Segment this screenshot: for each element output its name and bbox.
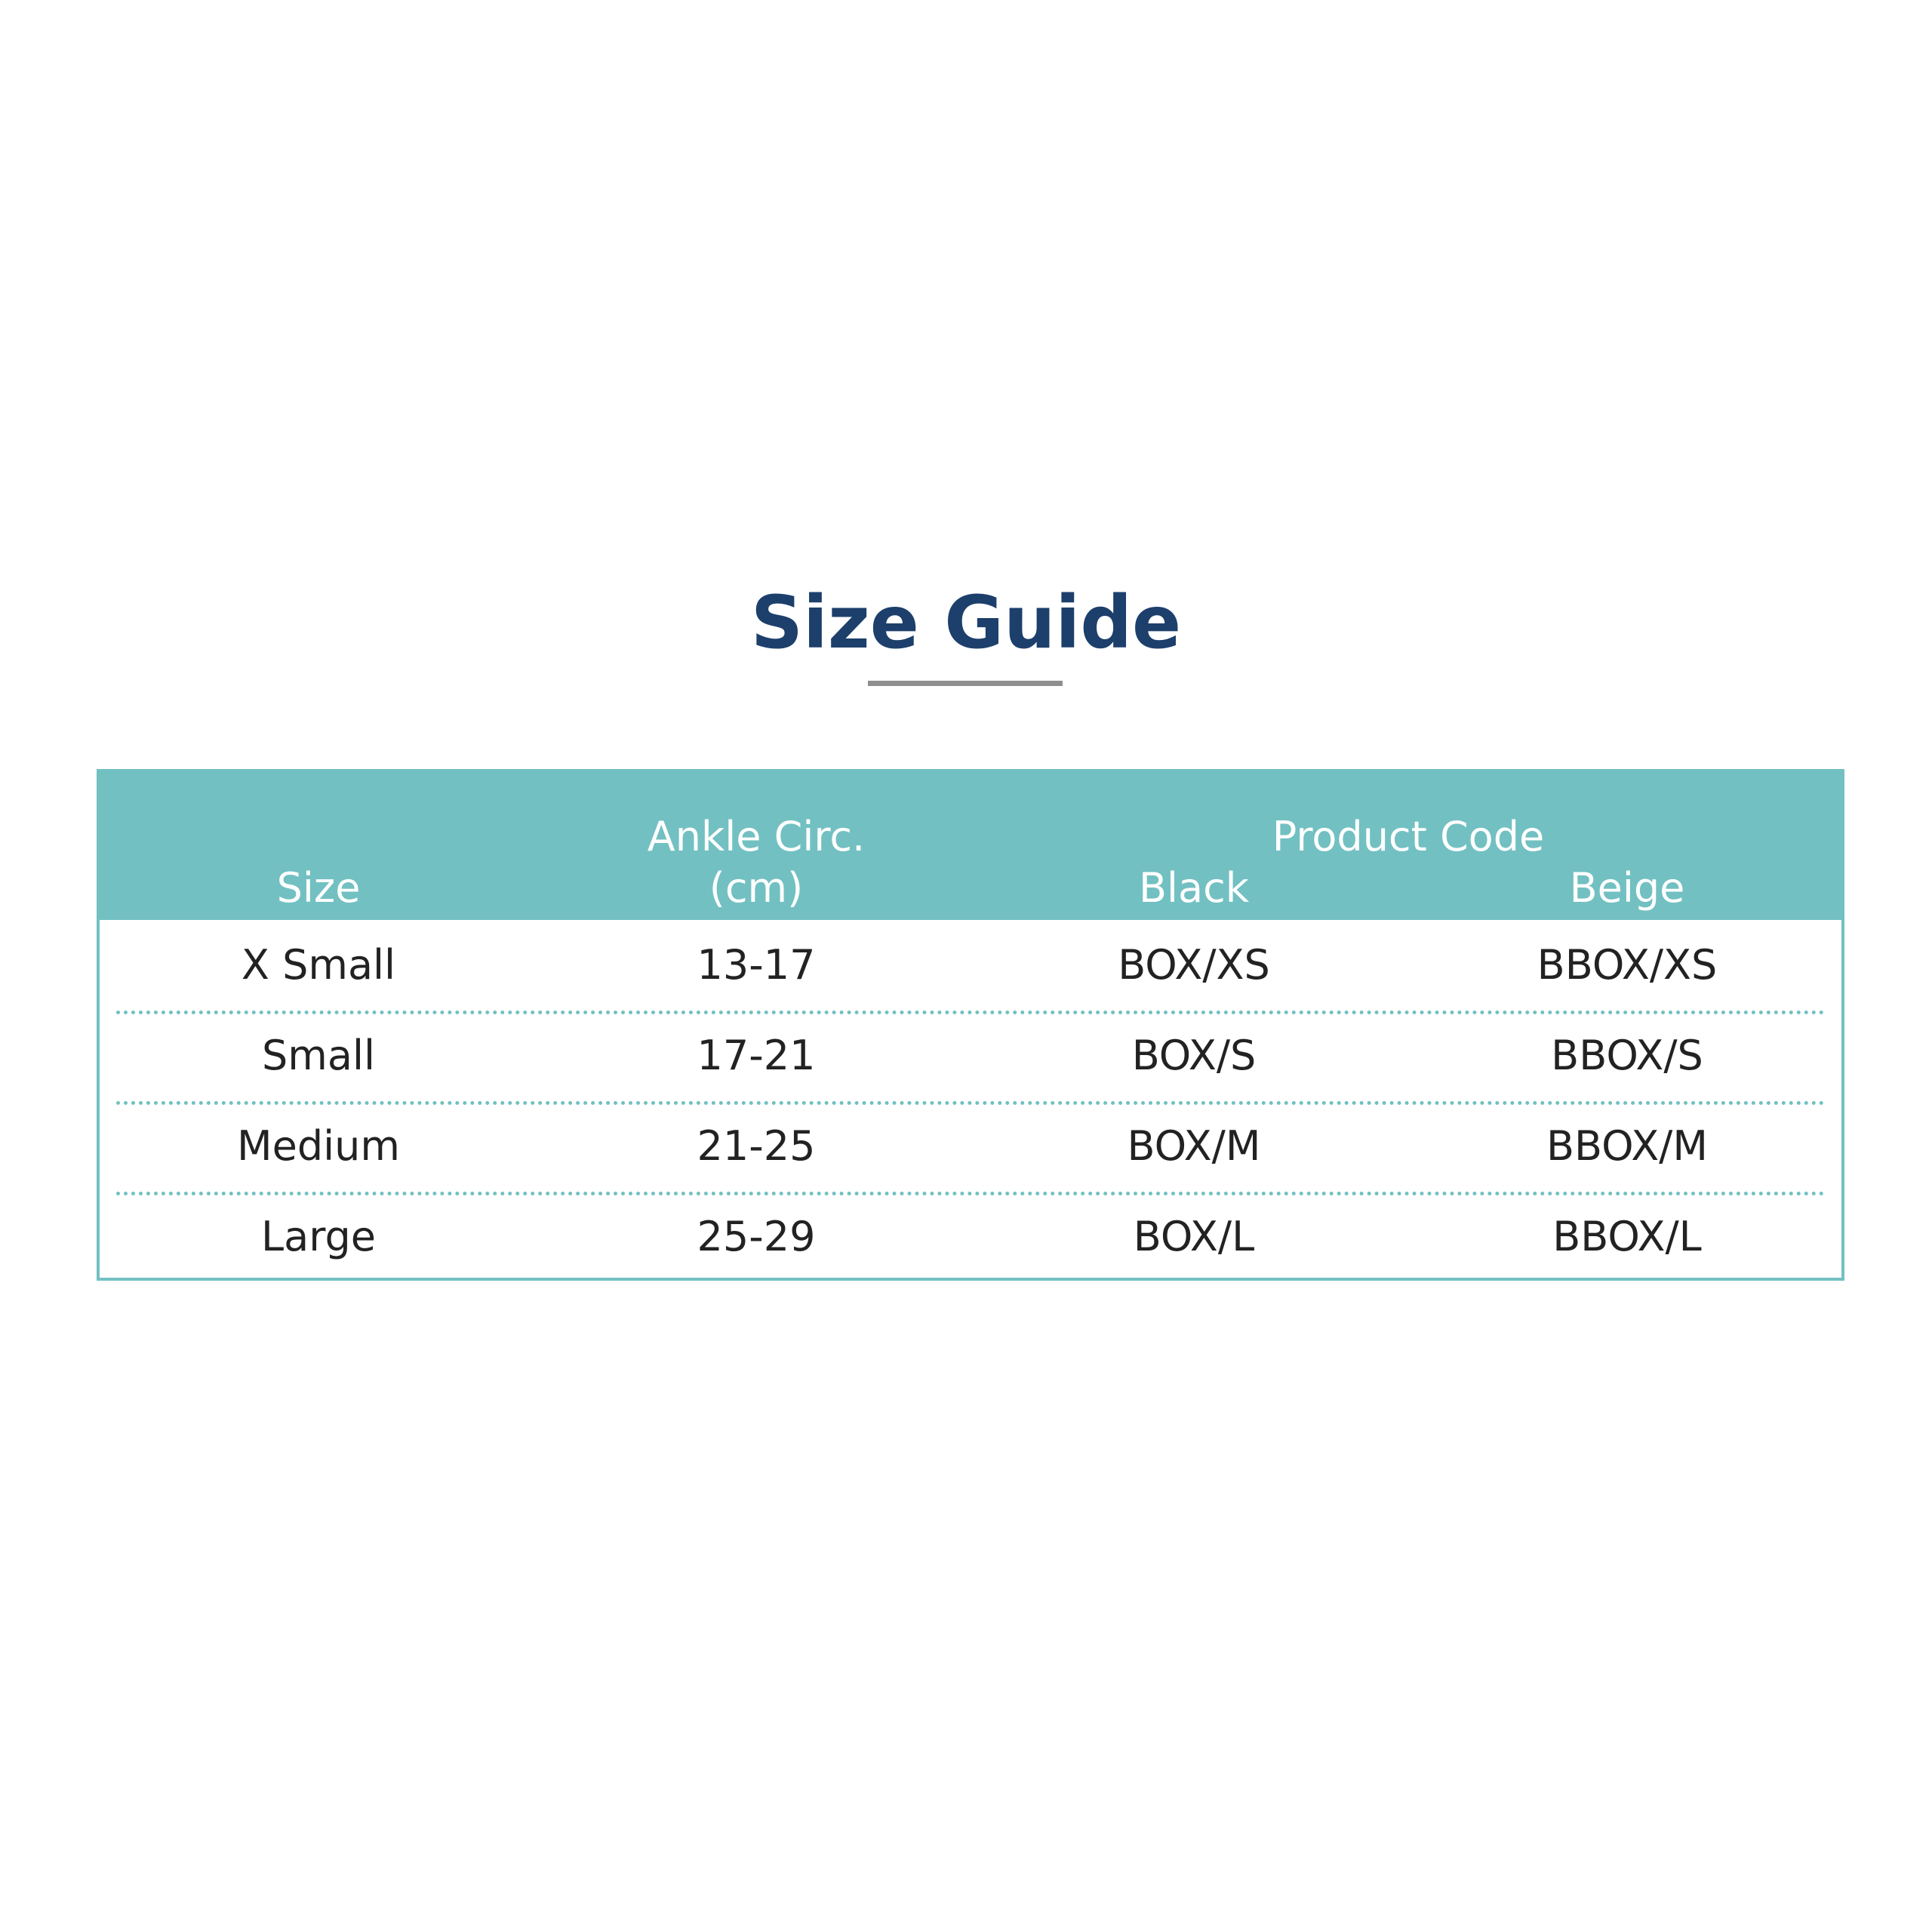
header-ankle-line2: (cm) — [709, 864, 804, 912]
table-header — [100, 772, 1841, 920]
size-table — [97, 769, 1844, 1281]
cell-ankle: 17-21 — [697, 1032, 816, 1079]
cell-ankle: 13-17 — [697, 941, 816, 989]
table-row — [100, 1101, 1841, 1192]
cell-size: Large — [261, 1213, 376, 1260]
cell-beige-code: BBOX/S — [1551, 1032, 1703, 1079]
cell-beige-code: BBOX/M — [1546, 1122, 1708, 1170]
cell-black-code: BOX/L — [1133, 1213, 1255, 1260]
cell-black-code: BOX/S — [1131, 1032, 1257, 1079]
cell-size: Small — [262, 1032, 375, 1079]
cell-beige-code: BBOX/L — [1552, 1213, 1702, 1260]
header-size: Size — [276, 864, 361, 912]
title-underline — [868, 681, 1063, 686]
header-black: Black — [1138, 864, 1250, 912]
cell-size: Medium — [237, 1122, 400, 1170]
page-title: Size Guide — [750, 580, 1182, 665]
header-ankle-line1: Ankle Circ. — [647, 813, 866, 860]
cell-ankle: 25-29 — [697, 1213, 816, 1260]
cell-size: X Small — [241, 941, 396, 989]
cell-ankle: 21-25 — [697, 1122, 816, 1170]
cell-beige-code: BBOX/XS — [1537, 941, 1718, 989]
table-row — [100, 1011, 1841, 1101]
cell-black-code: BOX/M — [1127, 1122, 1261, 1170]
table-row — [100, 920, 1841, 1011]
header-product-code: Product Code — [1272, 813, 1545, 860]
cell-black-code: BOX/XS — [1118, 941, 1270, 989]
table-row — [100, 1192, 1841, 1282]
header-beige: Beige — [1569, 864, 1685, 912]
